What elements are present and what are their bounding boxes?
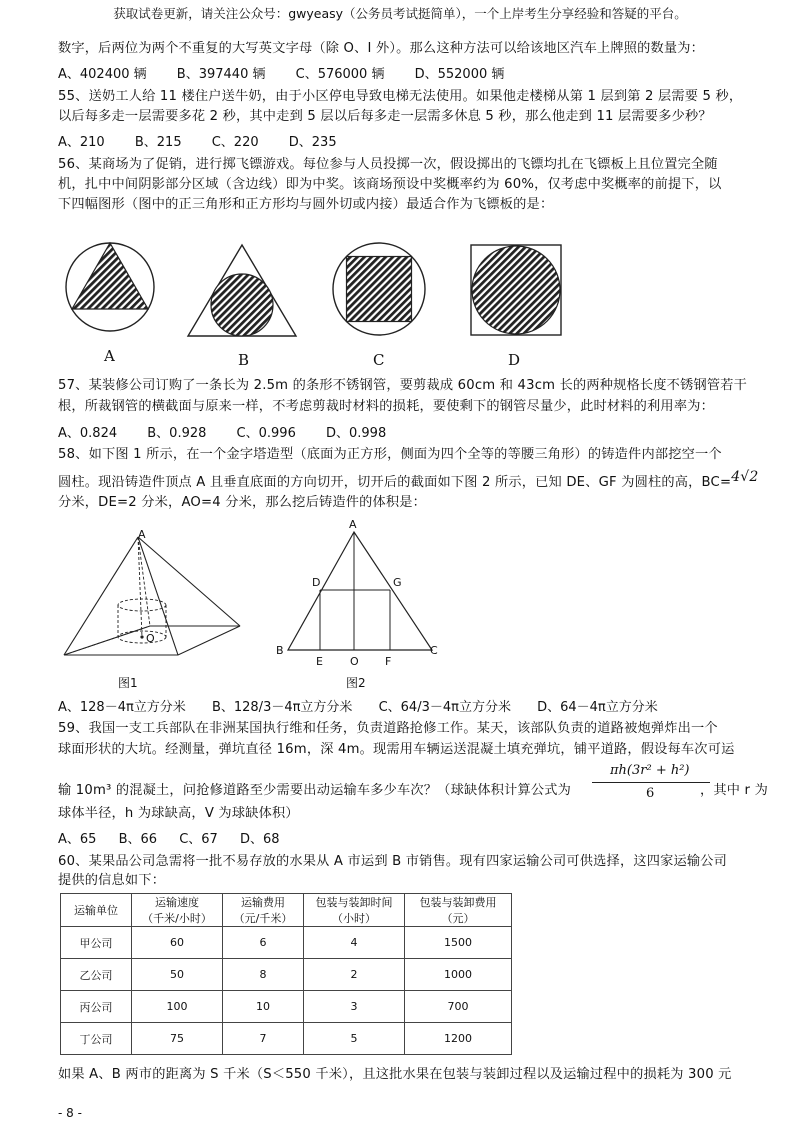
q57-option-b: B、0.928 [147, 426, 207, 441]
q54-option-a: A、402400 辆 [58, 67, 147, 82]
table-row: 乙公司 50 8 2 1000 [61, 959, 512, 991]
q59-text-1: 59、我国一支工兵部队在非洲某国执行维和任务，负责道路抢修工作。某天，该部队负责的道路被炮弹炸出一个 [58, 721, 718, 736]
q58-option-a: A、128－4π立方分米 [58, 700, 186, 715]
cross-section-figure [280, 520, 450, 670]
page-header: 获取试卷更新，请关注公众号：gwyeasy（公务员考试挺简单），一个上岸考生分享经验和答疑的平台。 [113, 6, 687, 21]
table-row: 丁公司 75 7 5 1200 [61, 1023, 512, 1055]
fig-label-c: C [373, 351, 385, 369]
fig2-label-c: C [430, 644, 438, 657]
q58-options [58, 696, 684, 715]
q58-option-d: D、64－4π立方分米 [537, 700, 658, 715]
q57-option-d: D、0.998 [325, 426, 387, 441]
fig2-caption: 图2 [346, 676, 366, 690]
fig2-label-f: F [385, 655, 392, 668]
fig2-label-a: A [349, 518, 357, 531]
formula-denominator: 6 [646, 786, 655, 801]
q57-option-a: A、0.824 [58, 426, 118, 441]
table-header-cell: 包装与装卸费用 （元） [405, 894, 512, 927]
formula-numerator: πh(3r² + h²) [610, 763, 690, 778]
q59-option-a: A、65 [58, 832, 97, 847]
q58-text-1: 58、如下图 1 所示，在一个金字塔造型（底面为正方形，侧面为四个全等的等腰三角形）的铸造件内部挖空一个 [58, 447, 722, 462]
fig-label-b: B [238, 351, 250, 369]
q57-options [58, 422, 412, 441]
q59-option-c: C、67 [179, 832, 218, 847]
formula-bar [592, 782, 710, 783]
q57-option-c: C、0.996 [236, 426, 296, 441]
q58-text-3: 分米，DE=2 分米，AO=4 分米，那么挖后铸造件的体积是： [58, 495, 427, 510]
q55-text-1: 55、送奶工人给 11 楼住户送牛奶，由于小区停电导致电梯无法使用。如果他走楼梯从第 1 层到第 2 层需要 5 秒， [58, 89, 743, 104]
q60-text-2: 提供的信息如下： [58, 873, 166, 888]
q54-option-b: B、397440 辆 [176, 67, 266, 82]
fig-label-d: D [508, 351, 521, 369]
dartboard-b [186, 243, 298, 338]
q59-text-2: 球面形状的大坑。经测量，弹坑直径 16m，深 4m。现需用车辆运送混凝土填充弹坑，铺平道路，假设每车次可运 [58, 742, 735, 757]
page-number: - 8 - [58, 1106, 82, 1120]
fig2-label-e: E [316, 655, 323, 668]
dartboard-c [330, 240, 428, 338]
fig-label-a: A [104, 347, 115, 365]
q57-text-1: 57、某装修公司订购了一条长为 2.5m 的条形不锈钢管，要剪裁成 60cm 和 43cm 长的两种规格长度不锈钢管若干 [58, 378, 748, 393]
q54-options [58, 63, 530, 82]
q55-option-d: D、235 [288, 135, 337, 150]
transport-table [60, 893, 512, 1055]
fig2-label-d: D [312, 576, 321, 589]
q59-text-3a: 输 10m³ 的混凝土，问抢修道路至少需要出动运输车多少车次？（球缺体积计算公式为 [58, 783, 572, 798]
fig2-label-o: O [350, 655, 359, 668]
pyramid-figure [58, 527, 248, 667]
q55-option-b: B、215 [134, 135, 182, 150]
bc-value: 4√2 [731, 469, 759, 485]
q60-text-3: 如果 A、B 两市的距离为 S 千米（S＜550 千米），且这批水果在包装与装卸过程以及运输过程中的损耗为 300 元 [58, 1067, 732, 1082]
q59-text-4: 球体半径，h 为球缺高，V 为球缺体积） [58, 806, 299, 821]
q58-option-c: C、64/3－4π立方分米 [378, 700, 511, 715]
fig2-label-b: B [276, 644, 284, 657]
q60-text-1: 60、某果品公司急需将一批不易存放的水果从 A 市运到 B 市销售。现有四家运输公司可供选择，这四家运输公司 [58, 854, 728, 869]
q59-option-b: B、66 [118, 832, 158, 847]
table-header-cell: 运输费用 （元/千米） [223, 894, 304, 927]
q59-text-3b: ，其中 r 为 [700, 783, 768, 798]
q58-text-2-main: 圆柱。现沿铸造件顶点 A 且垂直底面的方向切开，切开后的截面如下图 2 所示，已知 DE、GF 为圆柱的高，BC= [58, 475, 732, 490]
q58-option-b: B、128/3－4π立方分米 [211, 700, 353, 715]
q55-options [58, 131, 363, 150]
fig1-caption: 图1 [118, 676, 138, 690]
table-row: 丙公司 100 10 3 700 [61, 991, 512, 1023]
q59-option-d: D、68 [239, 832, 280, 847]
q54-option-d: D、552000 辆 [414, 67, 505, 82]
q55-text-2: 以后每多走一层需要多花 2 秒，其中走到 5 层以后每多走一层需多休息 5 秒，那么他走到 11 层需要多少秒？ [58, 109, 712, 124]
q55-option-a: A、210 [58, 135, 105, 150]
table-header-cell: 运输速度 （千米/小时） [132, 894, 223, 927]
table-header-row [61, 894, 512, 927]
q59-options [58, 828, 306, 847]
q55-option-c: C、220 [211, 135, 259, 150]
q54-text: 数字，后两位为两个不重复的大写英文字母（除 O、I 外）。那么这种方法可以给该地区汽车上牌照的数量为： [58, 41, 705, 56]
q54-option-c: C、576000 辆 [295, 67, 385, 82]
q57-text-2: 根，所裁钢管的横截面与原来一样，不考虑剪裁时材料的损耗，要使剩下的钢管尽量少，此时材料的利用率为： [58, 399, 714, 414]
q56-text-1: 56、某商场为了促销，进行掷飞镖游戏。每位参与人员投掷一次，假设掷出的飞镖均扎在飞镖板上且位置完全随 [58, 157, 718, 172]
q56-text-2: 机，扎中中间阴影部分区域（含边线）即为中奖。该商场预设中奖概率约为 60%，仅考虑中奖概率的前提下，以 [58, 177, 722, 192]
fig1-label-center: O [146, 632, 155, 645]
fig1-label-apex: A [138, 528, 146, 541]
dartboard-d [470, 244, 562, 336]
fig2-label-g: G [393, 576, 402, 589]
q58-text-2 [58, 469, 759, 492]
table-header-cell: 运输单位 [61, 894, 132, 927]
table-row: 甲公司 60 6 4 1500 [61, 927, 512, 959]
dartboard-a [63, 240, 158, 335]
q56-text-3: 下四幅图形（图中的正三角形和正方形均与圆外切或内接）最适合作为飞镖板的是： [58, 197, 554, 212]
table-header-cell: 包装与装卸时间 （小时） [304, 894, 405, 927]
